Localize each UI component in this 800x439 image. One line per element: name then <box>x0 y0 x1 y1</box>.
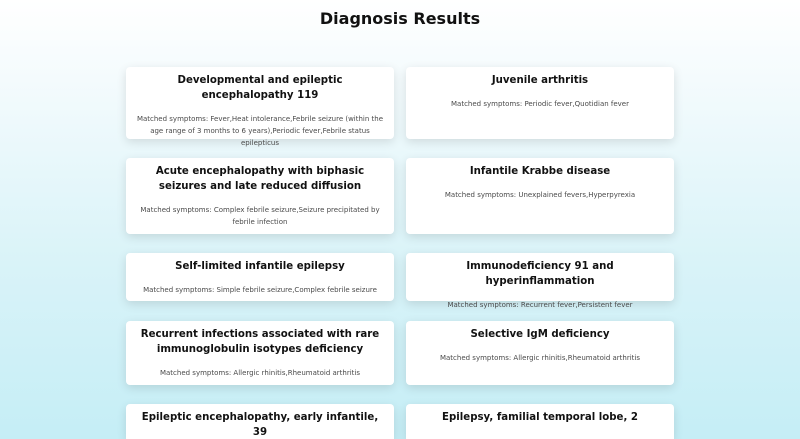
matched-symptoms: Matched symptoms: Allergic rhinitis,Rheumatoid arthritis <box>439 354 641 362</box>
result-title: Juvenile arthritis <box>491 75 589 86</box>
result-card[interactable] <box>126 158 394 234</box>
result-card[interactable] <box>406 158 674 234</box>
matched-symptoms: Matched symptoms: Periodic fever,Quotidian fever <box>451 100 629 108</box>
result-card[interactable] <box>406 321 674 385</box>
matched-symptoms: Matched symptoms: Fever,Heat intolerance,Febrile seizure (within the age range of 3 months to 6 years),Periodic fever,Febrile status epilepticus <box>136 115 384 147</box>
matched-symptoms: Matched symptoms: Recurrent fever,Persistent fever <box>447 301 633 309</box>
result-title: Acute encephalopathy with biphasic seizures and late reduced diffusion <box>155 166 365 192</box>
result-title: Immunodeficiency 91 and hyperinflammation <box>466 261 614 287</box>
result-card[interactable] <box>406 404 674 439</box>
result-card[interactable] <box>126 253 394 301</box>
page-title: Diagnosis Results <box>319 9 481 28</box>
result-title: Self-limited infantile epilepsy <box>175 261 345 272</box>
result-card[interactable] <box>126 321 394 385</box>
result-card[interactable] <box>406 253 674 309</box>
result-title: Selective IgM deficiency <box>470 329 610 340</box>
matched-symptoms: Matched symptoms: Allergic rhinitis,Rheumatoid arthritis <box>159 369 361 377</box>
result-title: Developmental and epileptic encephalopathy 119 <box>177 75 343 101</box>
matched-symptoms: Matched symptoms: Complex febrile seizure,Seizure precipitated by febrile infection <box>140 206 380 226</box>
result-card[interactable] <box>126 404 394 439</box>
result-title: Epileptic encephalopathy, early infantile, 39 <box>141 412 379 438</box>
result-title: Epilepsy, familial temporal lobe, 2 <box>442 412 638 423</box>
result-card[interactable] <box>126 67 394 147</box>
matched-symptoms: Matched symptoms: Simple febrile seizure,Complex febrile seizure <box>143 286 377 294</box>
result-title: Infantile Krabbe disease <box>469 166 611 177</box>
result-title: Recurrent infections associated with rare immunoglobulin isotypes deficiency <box>140 329 380 355</box>
matched-symptoms: Matched symptoms: Unexplained fevers,Hyperpyrexia <box>444 191 636 199</box>
result-card[interactable] <box>406 67 674 139</box>
